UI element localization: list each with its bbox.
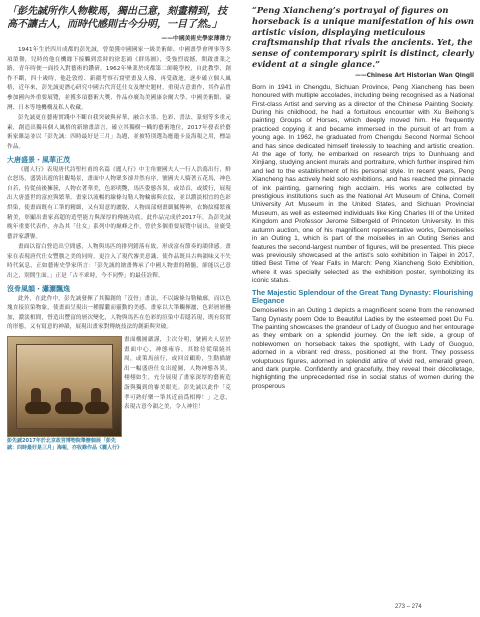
- chinese-intro-paragraph-1: 1941年生於四川成都的彭先誠，曾榮獲中國國家一級美術師、中國畫學會理事等多項榮譽，兒時的他在機緣下接觸到當時的徐悲鴻《群馬圖》，受強烈震撼，開啟畫業之路，青年時便一面投入對藝術的鑽研。1962年畢業於成都第二師範學校，自此教學、創作不斷，四十歲時，他赴敦煌、新疆考察石窟壁畫及人像，再受啟迪，逐步確立個人風格，近年來，彭先誠更潛心研究中國古代宮廷仕女及歷史題材，重現古意畫作，其作品曾參加國內外重要展覽，並獲多項藝術大獎，作品亦廣為美國康奈爾大學、中國美術館、臺灣、日本等地機構及私人收藏。: [7, 47, 231, 111]
- chinese-section1-paragraph-2: 畫面以留白營造出空間感，人物與馬匹的排列錯落有致，形成富有節奏的韻律感。畫家在表現唐代仕女豐腴之美的同時，更注入了現代審美意識，使作品既具古典韻味又不失時代氣息，正如藝術史學家所言：「彭先誠的繪畫傳承了中國人物畫的精髓，卻能以己意出之，別開生面。」正是「古不乖時，今不同弊」的最佳詮釋。: [7, 244, 231, 280]
- chinese-intro-paragraph-2: 彭先誠更在藝術實踐中不斷自我突破與昇華，融合水墨、色彩、書法、篆刻等多重元素，創造出獨具個人風格的新繪畫語言，確立其獨樹一幟的藝術地位，2017年發表於藝術家雜誌並以「彭先誠：四時最好是三月」為題，並被特別選為應邀卡及海報之用，標誌作品。: [7, 115, 231, 150]
- english-quote-attribution: ——Chinese Art Historian Wan Qingli: [355, 72, 474, 79]
- chinese-heading-1: 大唐盛景・風華正茂: [7, 155, 70, 164]
- exhibition-poster-image: [7, 336, 122, 437]
- chinese-column: [7, 5, 231, 466]
- painting-frame: [16, 344, 113, 429]
- chinese-quote: 「彭先誠所作人物鞍馬，獨出己意，刻畫精到，技高不讓古人，而時代感則古今分明，一目了然。」: [7, 6, 227, 30]
- english-column: [252, 5, 474, 391]
- horse-shape: [55, 402, 83, 414]
- english-heading-1: The Majestic Splendour of the Great Tang Dynasty: Flourishing Elegance: [252, 287, 474, 306]
- chinese-photo-paragraph: 畫面構圖嚴謹，主次分明，號國夫人居於畫面中心，神態雍容，其餘侍從環繞其周，或策馬前行，或回首顧盼，生動描繪出一幅盛唐仕女出遊圖，人物神態各異，栩栩如生，充分展現了畫家深厚的藝術造詣與獨到的審美眼光。彭先誠以此作「克孝可熟好樂一筆其近前爲相傳！」之意，表現古意今韻之美，令人神往！: [124, 337, 231, 411]
- photo-section: [7, 336, 231, 466]
- english-intro-paragraph: Born in 1941 in Chengdu, Sichuan Province, Peng Xiancheng has been honoured with multiple accolades, including being recognised as a National First-class Artist and serving as a director of the Chinese Painting Society. During his childhood, he had a fortuitous encounter with Xu Beihong’s painting Groups of Horses, which deeply moved him. He frequently practiced copying it and became immersed in the pursuit of art from a young age. In 1962, he graduated from Chengdu Second Normal School and has since dedicated himself tirelessly to teaching and artistic creation. At the age of forty, he embarked on research trips to Dunhuang and Xinjiang, studying ancient murals and portraiture, which further inspired him and led to the establishment of his personal style. In recent years, Peng Xiancheng has actively held solo exhibitions, and has reached the pinnacle of ink painting, garnering high acclaim. His works are collected by prestigious institutions such as the National Art Museum of China, Cornell University Art Museum in the United States, and Sichuan Provincial Museum, as well as esteemed individuals like King Charles III of the United Kingdom and Professor Jerome Silbergeld of Princeton University. In this autumn auction, one of his magnificent representative works, Demoiselles in an Outing 1, which is part of the moiselles in an Outing Series and features the second-largest number of figures, will be presented. This piece was previously showcased at the artist’s solo exhibition in Taipei in 2017, titled Best Time of Year Falls in March: Peng Xiancheng Solo Exhibition, where it was specially selected as the exhibition poster, symbolizing its iconic status.: [252, 83, 474, 285]
- chinese-quote-attribution: ——中國美術史學家薄薄力: [161, 36, 231, 42]
- photo-side-text: [124, 336, 231, 414]
- english-section1-paragraph: Demoiselles in an Outing 1 depicts a magnificent scene from the renowned Tang Dynasty poem Ode to Beautiful Ladies by the esteemed poet Du Fu. The painting showcases the grandeur of Lady of Guoguo and her entourage as they embark on a splendid journey. On the left side, a group of noblewomen on horseback takes the spotlight, with Lady of Guoguo, adorned in a vibrant red dress, positioned at the front. They possess voluptuous figures, adorned in splendid attire of vivid red, emerald green, and dark purple. Confidently and gracefully, they reveal their décolletage, highlighting the unprecedented rise in social status of women during the prosperous: [252, 307, 474, 390]
- horse-shape: [25, 402, 51, 414]
- page-number: 273 – 274: [395, 604, 422, 610]
- chinese-heading-2: 沒骨風韻・瀟灑飄逸: [7, 284, 70, 293]
- photo-caption: 彭先誠2017年於北京故宮博物院舉辦個展「彭先誠：四時最好是三月」海報，亦收錄作品《麗人行》: [7, 438, 123, 452]
- chinese-section2-paragraph-1: 此外，在此作中，彭先誠發揮了其獨創的「沒骨」畫法，不以線條勾勒輪廓，而以色塊直接渲染物象，使畫面呈現出一種朦朧而靈動的美感。畫家以大筆觸揮灑，色彩層層疊加，濃淡相間，營造出豐富的層次變化，人物與馬匹在色彩的渲染中若隱若現，既有寫實的形態，又有寫意的神韻，展現出畫家對傳統技法的創新與突破。: [7, 295, 231, 331]
- chinese-section1-paragraph-1: 《麗人行》表現唐代詩聖杜甫的名篇《麗人行》中主角號國夫人一行人浩蕩出行，鮮衣怒馬，盛裝出遊的壯觀場景，畫面中人物眾多卻井然有序，號國夫人騎著五花馬，神色自若，侍從前後擁簇，人物衣著華美，色彩明艷，馬匹姿態各異，或昂首，或緩行，展現出大唐盛世的富庶與繁華。畫家以流暢的線條勾勒人物輪廓與衣紋，並以濃淡相宜的色彩烘染，使畫面既有工筆的精細，又有寫意的灑脫，人物面部刻畫細膩傳神，衣飾紋樣繁複精美，彰顯出畫家高超的造型能力與深厚的傳統功底。此作品完成於2017年，為彭先誠晚年重要代表作，亦為其「仕女」系列中的巔峰之作，曾於多個重要展覽中展出，並廣受藝評家讚譽。: [7, 166, 231, 240]
- horse-shape: [85, 402, 109, 414]
- english-quote: “Peng Xiancheng’s portrayal of figures on horseback is a unique manifestation of his own artistic vision, displaying meticulous craftsmanship that rivals the ancients. Yet, the sense of contemporary spirit is distinct, clearly evident at a single glance.”: [252, 5, 474, 69]
